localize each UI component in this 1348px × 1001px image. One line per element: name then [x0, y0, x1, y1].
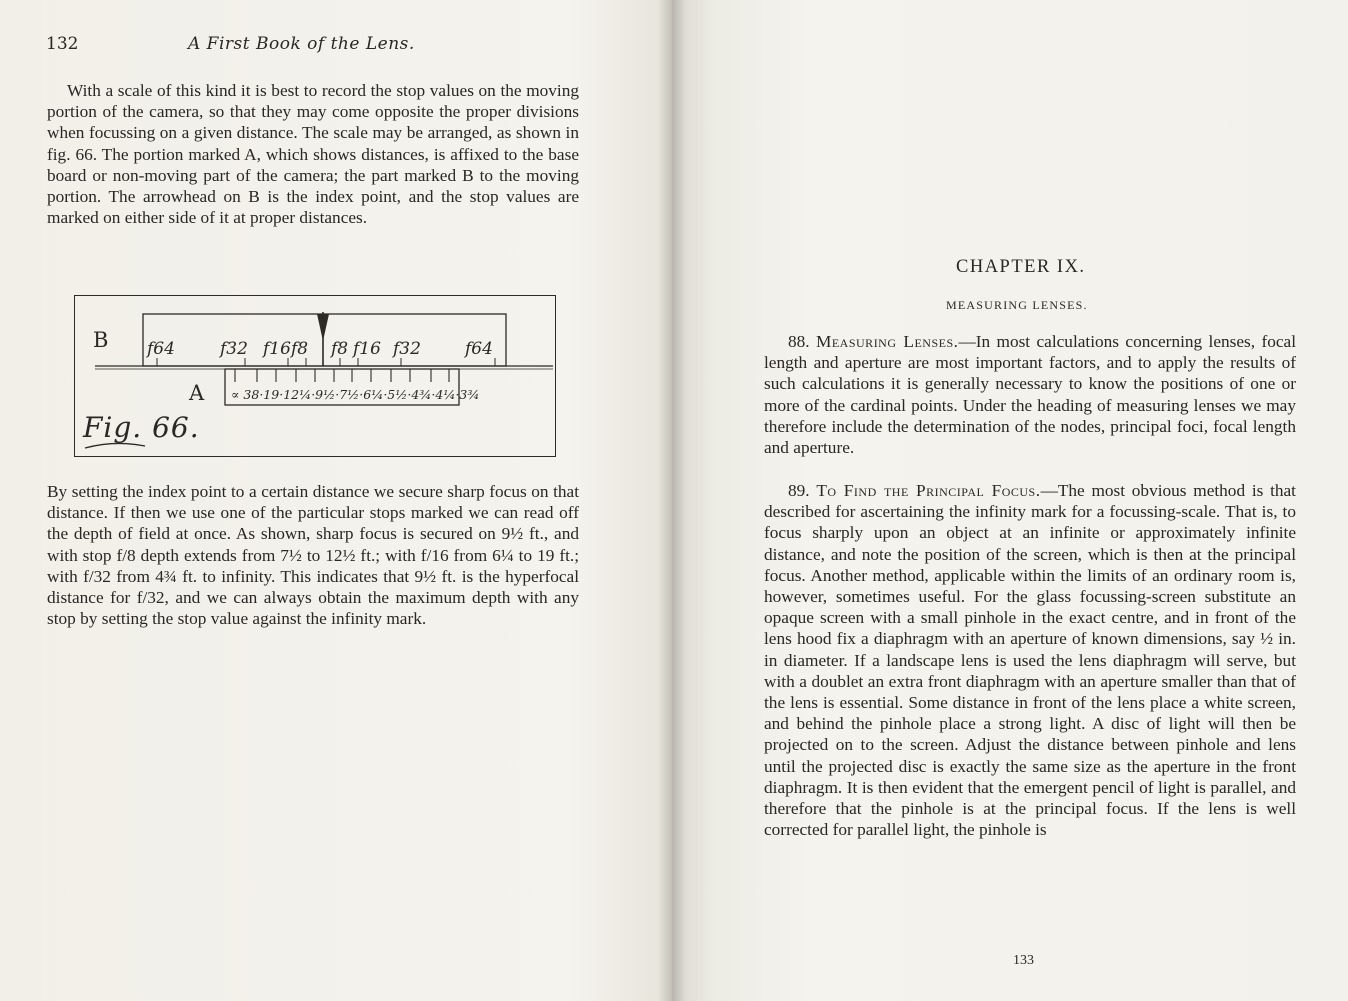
- figure-label-b: B: [93, 328, 109, 352]
- stop-labels: [145, 339, 515, 363]
- paragraph-depth-of-field: By setting the index point to a certain distance we secure sharp focus on that distance. If then we use one of the particular stops marked we can read off the depth of field at once. As shown, sharp focus is secured on 9½ ft., and with stop f/8 depth extends from 7½ to 12½ ft.; with f/16 from 6¼ to 19 ft.; with f/32 from 4¾ ft. to infinity. This indicates that 9½ ft. is the hyperfocal distance for f/32, and we can always obtain the maximum depth with any stop by setting the stop value against the infinity mark.: [47, 482, 579, 629]
- section-88-text: —In most calculations concerning lenses, focal length and aperture are most important factors, and to apply the results of such calculations it is generally necessary to know the positions of one or more of the cardinal points. Under the heading of measuring lenses we may therefore include the determination of the nodes, principal foci, focal length and aperture.: [764, 332, 1297, 458]
- section-89: [764, 480, 1296, 840]
- stop-label: f64: [465, 339, 493, 359]
- stop-label: f8: [291, 339, 309, 359]
- chapter-title: CHAPTER IX.: [956, 257, 1086, 277]
- section-89-number: 89.: [788, 481, 810, 500]
- paragraph-scale-intro: With a scale of this kind it is best to record the stop values on the moving portion of the camera, so that they may come opposite the proper divisions when focussing on a given distance. The scale may be arranged, as shown in fig. 66. The portion marked A, which shows distances, is affixed to the base board or non-moving part of the camera; the part marked B to the moving portion. The arrowhead on B is the index point, and the stop values are marked on either side of it at proper distances.: [47, 81, 579, 228]
- book-gutter: [658, 0, 686, 1001]
- stop-label: f16: [353, 339, 381, 359]
- section-89-heading: To Find the Principal Focus.: [816, 481, 1041, 500]
- running-title: A First Book of the Lens.: [188, 34, 415, 54]
- stop-label: f16: [263, 339, 291, 359]
- stop-label: f32: [220, 339, 248, 359]
- figure-66: [74, 295, 556, 457]
- running-head: [46, 34, 586, 58]
- figure-label-a: A: [189, 381, 205, 405]
- left-page: [0, 0, 672, 1001]
- section-89-text: —The most obvious method is that described for ascertaining the infinity mark for a focussing-scale. That is, to focus sharply upon an object at an infinite or approximately infinite distance, and note the position of the screen, which is then at the principal focus. Another method, applicable within the limits of an ordinary room is, however, sometimes useful. For the glass focussing-screen substitute an opaque screen with a small pinhole in the exact centre, and in front of the lens hood fix a diaphragm with an aperture of known dimensions, say ½ in. in diameter. If a landscape lens is used the lens diaphragm will serve, but with a doublet an extra front diaphragm with an aperture smaller than that of the lens is essential. Some distance in front of the lens place a white screen, and behind the pinhole place a strong light. A disc of light will then be projected on to the screen. Adjust the distance between pinhole and lens until the projected disc is exactly the same size as the aperture in the front diaphragm. It is then evident that the emergent pencil of light is parallel, and therefore that the pinhole is at the principal focus. If the lens is well corrected for parallel light, the pinhole is: [764, 481, 1296, 840]
- section-88-heading: Measuring Lenses.: [815, 332, 959, 351]
- figure-caption: Fig. 66.: [83, 411, 200, 444]
- stop-label: f8: [331, 339, 349, 359]
- section-88: [764, 331, 1296, 458]
- chapter-subtitle: MEASURING LENSES.: [946, 298, 1088, 312]
- page-number-left: 132: [46, 34, 79, 54]
- section-88-number: 88.: [788, 332, 810, 351]
- page-number-right: 133: [1013, 953, 1034, 968]
- stop-label: f32: [393, 339, 421, 359]
- distance-labels: ∝ 38·19·12¼·9½·7½·6¼·5½·4¾·4¼·3¾: [231, 387, 480, 402]
- stop-label: f64: [147, 339, 175, 359]
- caption-underline: [85, 443, 145, 448]
- scale-a-ticks: [235, 369, 449, 382]
